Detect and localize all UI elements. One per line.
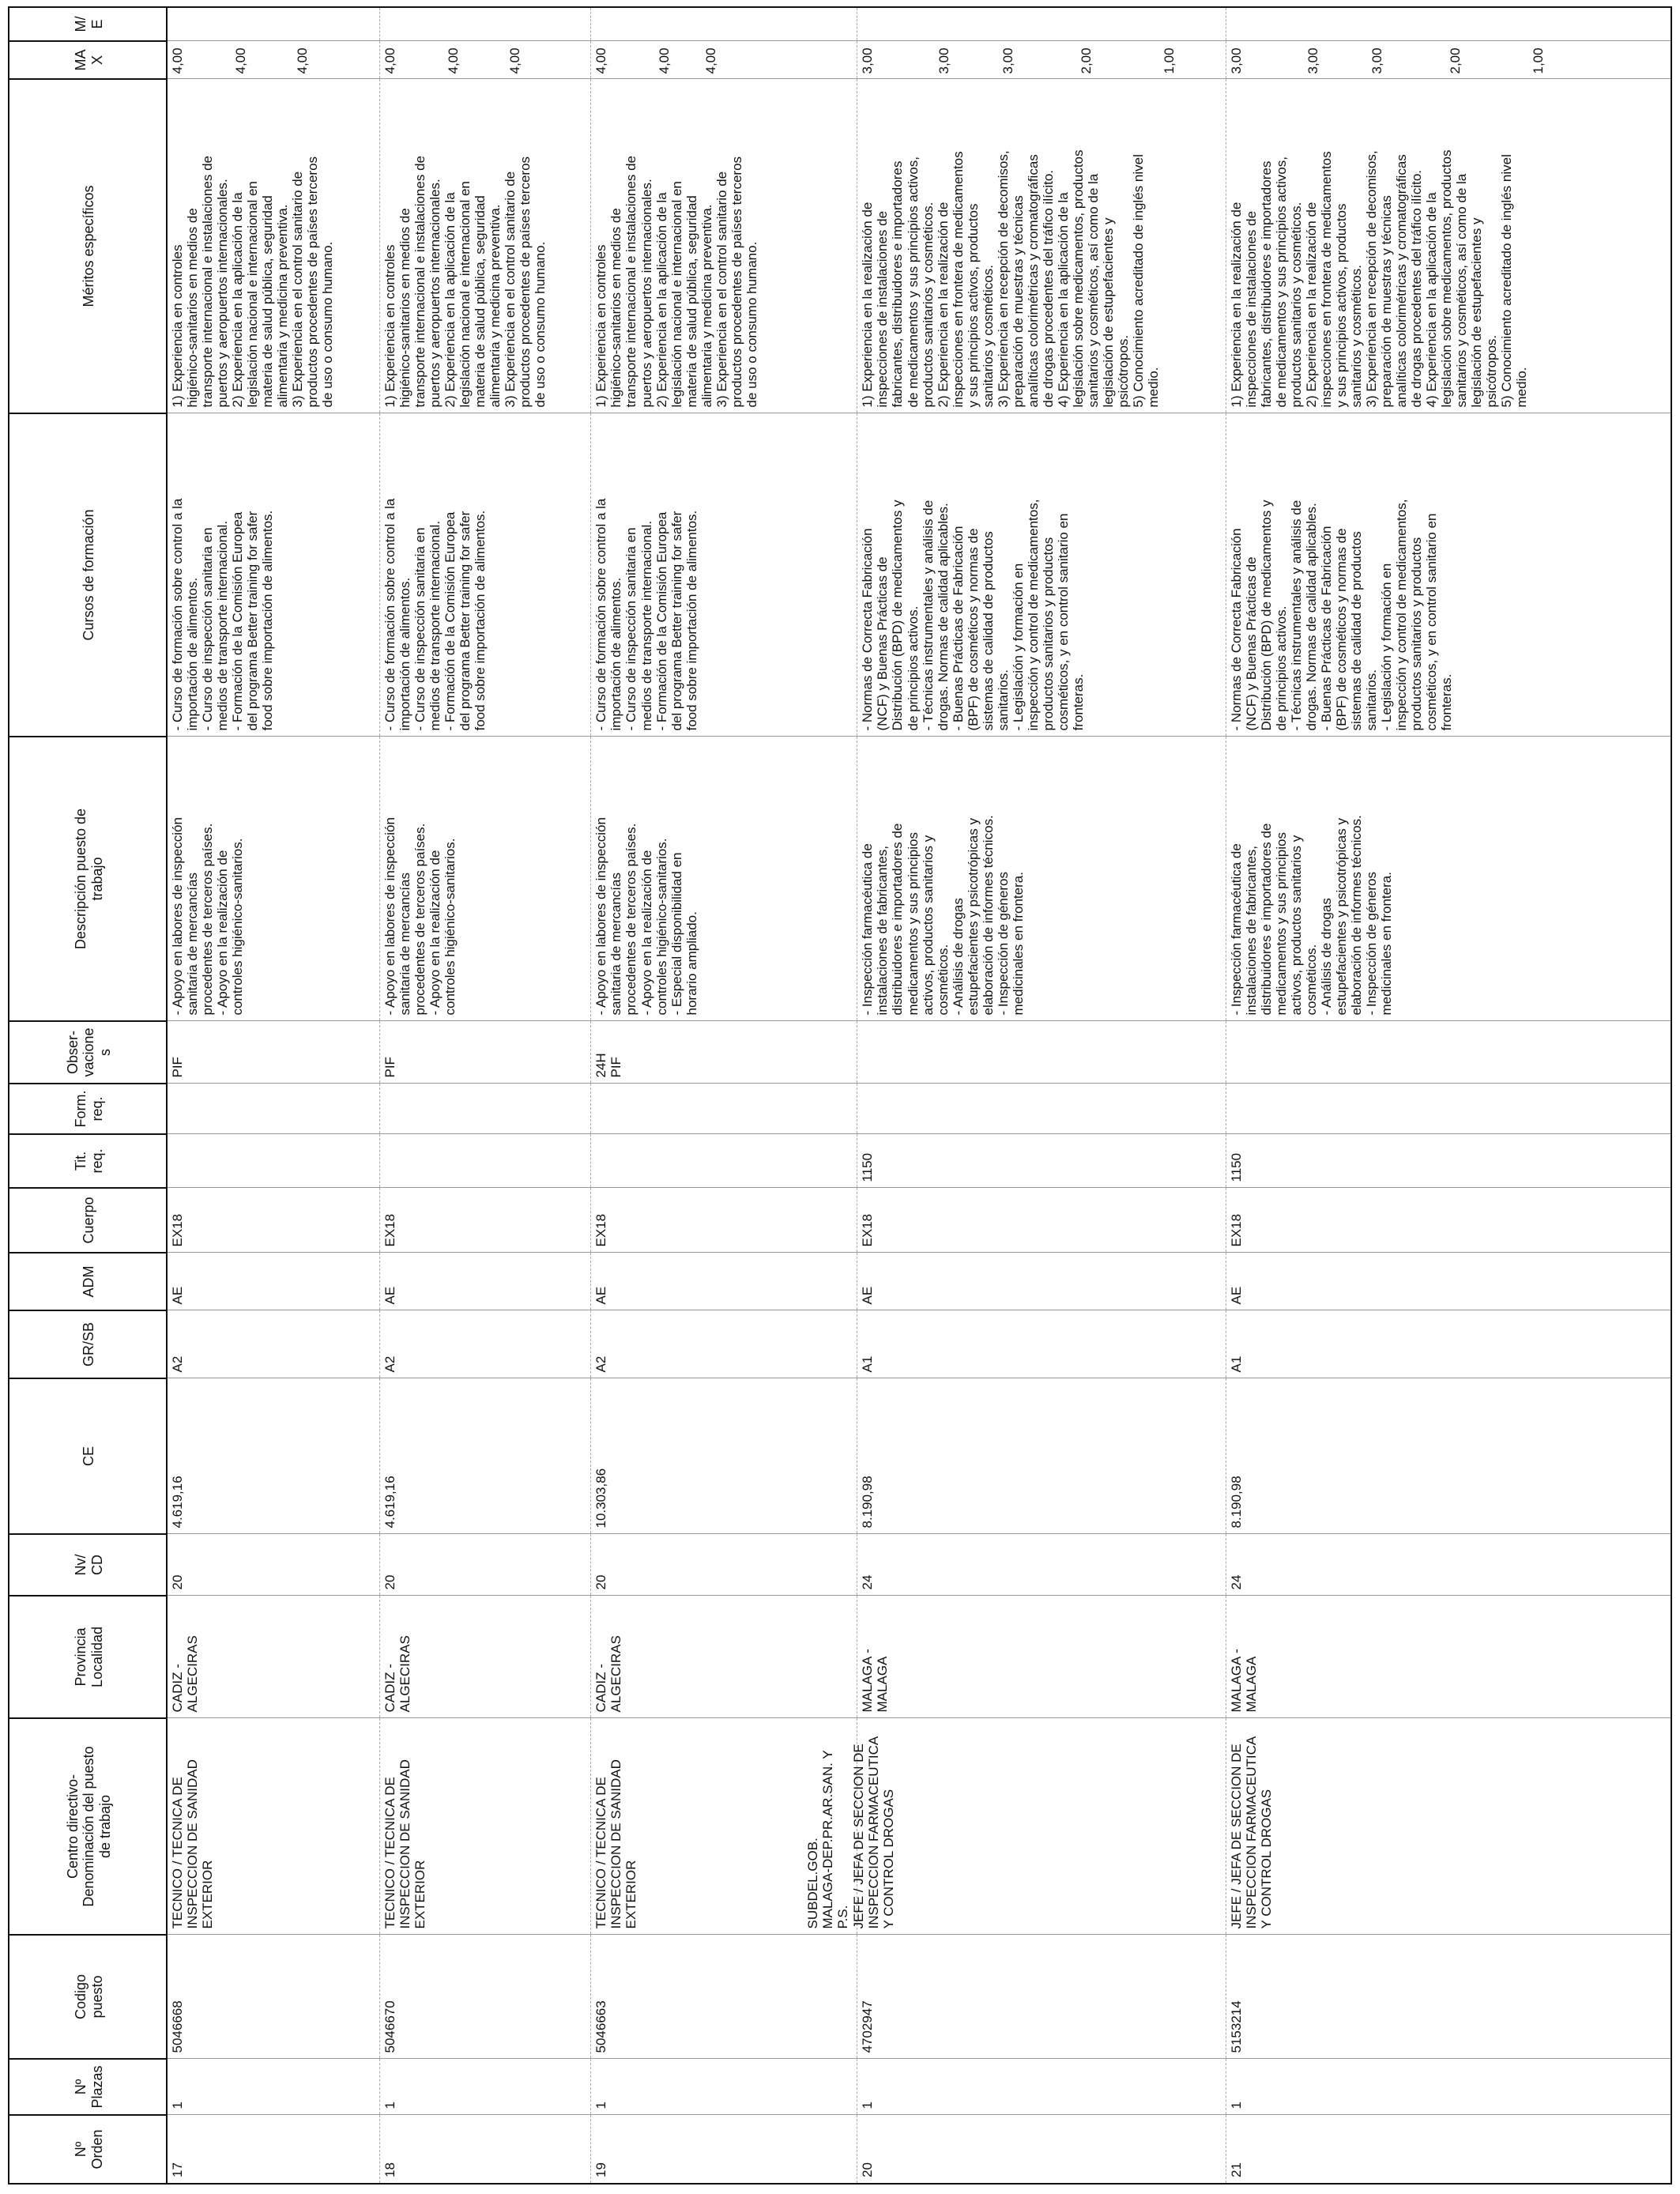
merito-item: 3) Experiencia en recepción de decomisos, preparación de muestras y técnicas analíticas colorimétricas y cromatográficas de drogas procedentes del tráfico ilícito. — [995, 150, 1056, 408]
plazas-cell: 1 — [167, 2059, 380, 2115]
codigo-cell: 5046670 — [380, 1935, 591, 2059]
provincia-cell: CADIZ - ALGECIRAS — [167, 1596, 380, 1718]
provincia-cell: CADIZ - ALGECIRAS — [591, 1596, 857, 1718]
descripcion-cell: - Inspección farmacéutica de instalaciones de fabricantes, distribuidores e importadores de medicamentos y sus principios activos, productos sanitarios y cosméticos. - Análisis de drogas estupefacientes y psicotrópicas y elaboración de informes técnicos. - Inspección de géneros medicinales en frontera. — [857, 737, 1226, 1021]
nivel-cell: 24 — [857, 1534, 1226, 1596]
max-cell — [591, 41, 857, 79]
header-titulacion: Tit. req. — [9, 1134, 167, 1188]
grupo-cell: A1 — [1226, 1310, 1671, 1378]
max-cell — [167, 41, 380, 79]
max-value: 1,00 — [1530, 47, 1546, 74]
me-cell — [857, 7, 1226, 41]
merito-item: 4) Experiencia en la aplicación de la legislación sobre medicamentos, productos sanitarios y cosméticos, así como de la legislación de estupefacientes y psicótropos. — [1423, 149, 1500, 408]
descripcion-cell: - Apoyo en labores de inspección sanitaria de mercancías procedentes de terceros países. - Apoyo en la realización de controles higiénico-sanitarios. — [380, 737, 591, 1021]
merito-item: 2) Experiencia en la aplicación de la legislación nacional e internacional en materia de salud pública, seguridad alimentaria y medicina preventiva. — [230, 181, 291, 408]
merito-item: 3) Experiencia en recepción de decomisos, preparación de muestras y técnicas analíticas colorimétricas y cromatográficas de drogas procedentes del tráfico ilícito. — [1363, 150, 1424, 408]
table-row — [380, 7, 591, 2184]
codigo-cell: 4702947 — [857, 1935, 1226, 2059]
centro-cell: TECNICO / TECNICA DE INSPECCION DE SANIDAD EXTERIOR — [167, 1718, 380, 1935]
observaciones-cell — [857, 1021, 1226, 1084]
cursos-cell: - Curso de formación sobre control a la importación de alimentos. - Curso de inspección sanitaria en medios de transporte internacional. - Formación de la Comisión Europea del programa Better training for safer food sobre importación de alimentos. — [380, 413, 591, 737]
merito-item: 3) Experiencia en el control sanitario de productos procedentes de países terceros de uso o consumo humano. — [503, 156, 548, 408]
table-row — [167, 7, 380, 2184]
nivel-cell: 20 — [591, 1534, 857, 1596]
header-formacion: Form. req. — [9, 1084, 167, 1134]
titulacion-cell — [380, 1134, 591, 1188]
centro-cell — [805, 1718, 1226, 1935]
nivel-cell: 20 — [167, 1534, 380, 1596]
adm-cell: AE — [380, 1253, 591, 1310]
merito-item: 1) Experiencia en controles higiénico-sanitarios en medios de transporte internacional e instalaciones de puertos y aeropuertos internacionales. — [593, 156, 654, 408]
plazas-cell: 1 — [591, 2059, 857, 2115]
cuerpo-cell: EX18 — [857, 1188, 1226, 1253]
max-cell — [857, 41, 1226, 79]
titulacion-cell — [167, 1134, 380, 1188]
header-codigo: Codigo puesto — [9, 1935, 167, 2059]
merito-item: 1) Experiencia en controles higiénico-sanitarios en medios de transporte internacional e instalaciones de puertos y aeropuertos internacionales. — [170, 156, 231, 408]
provincia-cell: CADIZ - ALGECIRAS — [380, 1596, 591, 1718]
me-cell — [380, 7, 591, 41]
grupo-cell: A2 — [591, 1310, 857, 1378]
grupo-cell: A2 — [167, 1310, 380, 1378]
max-value: 3,00 — [1369, 47, 1384, 74]
max-cell — [380, 41, 591, 79]
max-value: 4,00 — [170, 47, 185, 74]
plazas-cell: 1 — [1226, 2059, 1671, 2115]
codigo-cell: 5046668 — [167, 1935, 380, 2059]
ce-cell: 8.190,98 — [1226, 1378, 1671, 1534]
max-value: 4,00 — [593, 47, 609, 74]
max-value: 3,00 — [860, 47, 876, 74]
merito-item: 3) Experiencia en el control sanitario de productos procedentes de países terceros de uso o consumo humano. — [290, 156, 336, 408]
meritos-cell — [1226, 79, 1671, 413]
max-value: 4,00 — [446, 47, 461, 74]
merito-item: 5) Conocimiento acreditado de inglés nivel medio. — [1499, 154, 1530, 408]
codigo-cell: 5046663 — [591, 1935, 857, 2059]
grupo-cell: A1 — [857, 1310, 1226, 1378]
merito-item: 2) Experiencia en la realización de inspecciones en frontera de medicamentos y sus principios activos, productos sanitarios y cosméticos. — [1303, 151, 1364, 408]
cuerpo-cell: EX18 — [1226, 1188, 1671, 1253]
header-orden: Nº Orden — [9, 2115, 167, 2184]
cuerpo-cell: EX18 — [167, 1188, 380, 1253]
formacion-cell — [857, 1084, 1226, 1134]
max-value: 4,00 — [657, 47, 672, 74]
orden-cell: 17 — [167, 2115, 380, 2184]
meritos-cell — [167, 79, 380, 413]
header-nivel: Nv/ CD — [9, 1534, 167, 1596]
observaciones-cell: 24H PIF — [591, 1021, 857, 1084]
header-ce: CE — [9, 1378, 167, 1534]
grupo-cell: A2 — [380, 1310, 591, 1378]
puesto-denominacion: JEFE / JEFA DE SECCION DE INSPECCION FARMACEUTICA Y CONTROL DROGAS — [850, 1736, 896, 1929]
max-value: 4,00 — [507, 47, 523, 74]
cuerpo-cell: EX18 — [380, 1188, 591, 1253]
merito-item: 1) Experiencia en la realización de inspecciones de instalaciones de fabricantes, distribuidores e importadores de medicamentos y sus principios activos, productos sanitarios y cosméticos. — [860, 156, 936, 408]
centro-cell: TECNICO / TECNICA DE INSPECCION DE SANIDAD EXTERIOR — [591, 1718, 857, 1935]
merito-item: 5) Conocimiento acreditado de inglés nivel medio. — [1130, 154, 1161, 408]
cursos-cell: - Curso de formación sobre control a la importación de alimentos. - Curso de inspección sanitaria en medios de transporte internacional. - Formación de la Comisión Europea del programa Better training for safer food sobre importación de alimentos. — [167, 413, 380, 737]
observaciones-cell: PIF — [167, 1021, 380, 1084]
orden-cell: 21 — [1226, 2115, 1671, 2184]
adm-cell: AE — [591, 1253, 857, 1310]
header-centro: Centro directivo- Denominación del puesto de trabajo — [9, 1718, 167, 1935]
formacion-cell — [167, 1084, 380, 1134]
titulacion-cell — [591, 1134, 857, 1188]
table-row — [1226, 7, 1671, 2184]
provincia-cell: MALAGA - MALAGA — [857, 1596, 1226, 1718]
nivel-cell: 24 — [1226, 1534, 1671, 1596]
max-value: 4,00 — [382, 47, 398, 74]
header-cuerpo: Cuerpo — [9, 1188, 167, 1253]
descripcion-cell: - Apoyo en labores de inspección sanitaria de mercancías procedentes de terceros países. - Apoyo en la realización de controles higiénico-sanitarios. - Especial disponibilidad en horario ampliado. — [591, 737, 857, 1021]
provincia-cell: MALAGA - MALAGA — [1226, 1596, 1671, 1718]
plazas-cell: 1 — [380, 2059, 591, 2115]
orden-cell: 18 — [380, 2115, 591, 2184]
observaciones-cell — [1226, 1021, 1671, 1084]
max-value: 3,00 — [1000, 47, 1016, 74]
ce-cell: 4.619,16 — [380, 1378, 591, 1534]
me-cell — [591, 7, 857, 41]
header-me: M/E — [9, 7, 167, 41]
header-adm: ADM — [9, 1253, 167, 1310]
me-cell — [1226, 7, 1671, 41]
max-value: 1,00 — [1162, 47, 1177, 74]
ce-cell: 8.190,98 — [857, 1378, 1226, 1534]
max-cell — [1226, 41, 1671, 79]
max-value: 4,00 — [295, 47, 310, 74]
formacion-cell — [1226, 1084, 1671, 1134]
orden-cell: 19 — [591, 2115, 857, 2184]
orden-cell: 20 — [857, 2115, 1226, 2184]
merito-item: 1) Experiencia en la realización de inspecciones de instalaciones de fabricantes, distribuidores e importadores de medicamentos y sus principios activos, productos sanitarios y cosméticos. — [1228, 156, 1304, 408]
max-value: 4,00 — [703, 47, 719, 74]
descripcion-cell: - Apoyo en labores de inspección sanitaria de mercancías procedentes de terceros países. - Apoyo en la realización de controles higiénico-sanitarios. — [167, 737, 380, 1021]
ce-cell: 4.619,16 — [167, 1378, 380, 1534]
centro-directivo: SUBDEL.GOB. MALAGA-DEP.PR.AR.SAN. Y P.S. — [805, 1750, 851, 1929]
adm-cell: AE — [857, 1253, 1226, 1310]
max-value: 2,00 — [1079, 47, 1094, 74]
max-value: 3,00 — [936, 47, 952, 74]
merito-item: 2) Experiencia en la aplicación de la legislación nacional e internacional en materia de salud pública, seguridad alimentaria y medicina preventiva. — [443, 181, 503, 408]
max-value: 3,00 — [1305, 47, 1320, 74]
max-value: 4,00 — [233, 47, 248, 74]
descripcion-cell: - Inspección farmacéutica de instalaciones de fabricantes, distribuidores e importadores de medicamentos y sus principios activos, productos sanitarios y cosméticos. - Análisis de drogas estupefacientes y psicotrópicas y elaboración de informes técnicos. - Inspección de géneros medicinales en frontera. — [1226, 737, 1671, 1021]
meritos-cell — [591, 79, 857, 413]
max-value: 3,00 — [1228, 47, 1244, 74]
job-positions-table — [8, 6, 1672, 2185]
merito-item: 3) Experiencia en el control sanitario de productos procedentes de países terceros de uso o consumo humano. — [714, 156, 759, 408]
header-plazas: Nº Plazas — [9, 2059, 167, 2115]
header-grupo: GR/SB — [9, 1310, 167, 1378]
merito-item: 2) Experiencia en la aplicación de la legislación nacional e internacional en materia de salud pública, seguridad alimentaria y medicina preventiva. — [654, 181, 714, 408]
codigo-cell: 5153214 — [1226, 1935, 1671, 2059]
nivel-cell: 20 — [380, 1534, 591, 1596]
header-max: MAX — [9, 41, 167, 79]
cursos-cell: - Normas de Correcta Fabricación (NCF) y Buenas Prácticas de Distribución (BPD) de medicamentos y de principios activos. - Técnicas instrumentales y análisis de drogas. Normas de calidad aplicables. - Buenas Prácticas de Fabricación (BPF) de cosméticos y normas de sistemas de calidad de productos sanitarios. - Legislación y formación en inspección y control de medicamentos, productos sanitarios y productos cosméticos, y en control sanitario en fronteras. — [1226, 413, 1671, 737]
meritos-cell — [380, 79, 591, 413]
header-cursos: Cursos de formación — [9, 413, 167, 737]
cuerpo-cell: EX18 — [591, 1188, 857, 1253]
formacion-cell — [380, 1084, 591, 1134]
adm-cell: AE — [1226, 1253, 1671, 1310]
titulacion-cell: 1150 — [857, 1134, 1226, 1188]
me-cell — [167, 7, 380, 41]
header-row — [9, 7, 167, 2184]
centro-cell: JEFE / JEFA DE SECCION DE INSPECCION FARMACEUTICA Y CONTROL DROGAS — [1226, 1718, 1671, 1935]
meritos-cell — [857, 79, 1226, 413]
cursos-cell: - Normas de Correcta Fabricación (NCF) y Buenas Prácticas de Distribución (BPD) de medicamentos y de principios activos. - Técnicas instrumentales y análisis de drogas. Normas de calidad aplicables. - Buenas Prácticas de Fabricación (BPF) de cosméticos y normas de sistemas de calidad de productos sanitarios. - Legislación y formación en inspección y control de medicamentos, productos sanitarios y productos cosméticos, y en control sanitario en fronteras. — [857, 413, 1226, 737]
header-provincia: Provincia Localidad — [9, 1596, 167, 1718]
merito-item: 1) Experiencia en controles higiénico-sanitarios en medios de transporte internacional e instalaciones de puertos y aeropuertos internacionales. — [382, 156, 443, 408]
max-value: 2,00 — [1447, 47, 1463, 74]
merito-item: 2) Experiencia en la realización de inspecciones en frontera de medicamentos y sus principios activos, productos sanitarios y cosméticos. — [935, 151, 996, 408]
header-observaciones: Obser- vaciones — [9, 1021, 167, 1084]
header-descripcion: Descripción puesto de trabajo — [9, 737, 167, 1021]
cursos-cell: - Curso de formación sobre control a la importación de alimentos. - Curso de inspección sanitaria en medios de transporte internacional. - Formación de la Comisión Europea del programa Better training for safer food sobre importación de alimentos. — [591, 413, 857, 737]
plazas-cell: 1 — [857, 2059, 1226, 2115]
titulacion-cell: 1150 — [1226, 1134, 1671, 1188]
merito-item: 4) Experiencia en la aplicación de la legislación sobre medicamentos, productos sanitarios y cosméticos, así como de la legislación de estupefacientes y psicótropos. — [1055, 149, 1131, 408]
formacion-cell — [591, 1084, 857, 1134]
centro-cell: TECNICO / TECNICA DE INSPECCION DE SANIDAD EXTERIOR — [380, 1718, 591, 1935]
table-row — [857, 7, 1226, 2184]
adm-cell: AE — [167, 1253, 380, 1310]
header-meritos: Méritos específicos — [9, 79, 167, 413]
observaciones-cell: PIF — [380, 1021, 591, 1084]
ce-cell: 10.303,86 — [591, 1378, 857, 1534]
